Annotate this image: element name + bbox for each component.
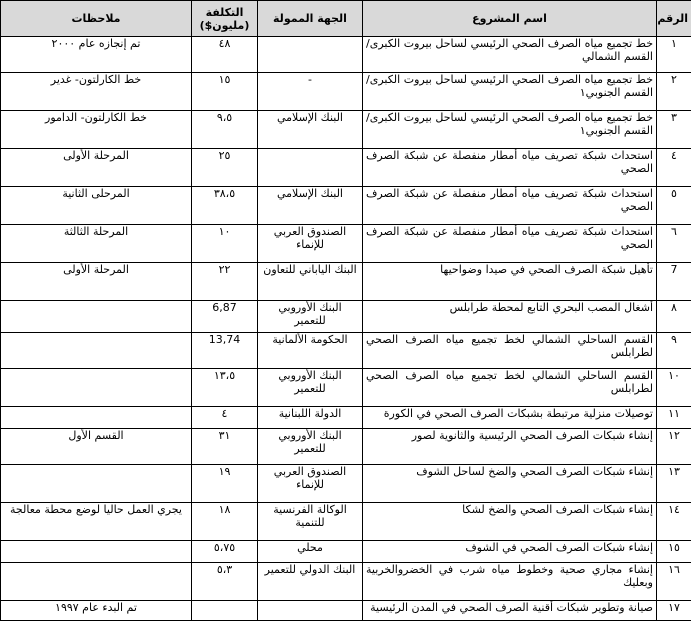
row-number: ٣ bbox=[657, 111, 691, 149]
cost-cell: 6,87 bbox=[192, 301, 258, 333]
cost-cell: ١٣،٥ bbox=[192, 369, 258, 407]
row-number: ٢ bbox=[657, 73, 691, 111]
project-name-cell: استحداث شبكة تصريف مياه أمطار منفصلة عن شبكة الصرف الصحي bbox=[363, 187, 657, 225]
row-number: ١٣ bbox=[657, 465, 691, 503]
notes-cell bbox=[1, 541, 192, 563]
notes-cell: المرحلة الأولى bbox=[1, 149, 192, 187]
notes-cell: خط الكارلتون- الدامور bbox=[1, 111, 192, 149]
notes-cell: يجري العمل حاليا لوضع محطة معالجة bbox=[1, 503, 192, 541]
notes-cell: تم إنجازه عام ٢٠٠٠ bbox=[1, 37, 192, 73]
header-funder: الجهة الممولة bbox=[258, 1, 363, 37]
cost-cell: ٢٥ bbox=[192, 149, 258, 187]
row-number: ١٥ bbox=[657, 541, 691, 563]
project-name-cell: القسم الساحلي الشمالي لخط تجميع مياه الصرف الصحي لطرابلس bbox=[363, 369, 657, 407]
project-name-cell: استحداث شبكة تصريف مياه أمطار منفصلة عن شبكة الصرف الصحي bbox=[363, 149, 657, 187]
project-name-cell: خط تجميع مياه الصرف الصحي الرئيسي لساحل بيروت الكبرى/القسم الجنوبي١ bbox=[363, 73, 657, 111]
cost-cell: ١٩ bbox=[192, 465, 258, 503]
notes-cell bbox=[1, 465, 192, 503]
cost-cell: 13,74 bbox=[192, 333, 258, 369]
table-row bbox=[1, 541, 691, 563]
funder-cell: البنك الدولي للتعمير bbox=[258, 563, 363, 601]
funder-cell: محلي bbox=[258, 541, 363, 563]
project-name-cell: صيانة وتطوير شبكات أقنية الصرف الصحي في المدن الرئيسية bbox=[363, 601, 657, 621]
table-row bbox=[1, 333, 691, 369]
table-row bbox=[1, 429, 691, 465]
notes-cell: المرحلى الثانية bbox=[1, 187, 192, 225]
header-notes: ملاحظات bbox=[1, 1, 192, 37]
funder-cell: الصندوق العربي للإنماء bbox=[258, 465, 363, 503]
header-project-name: اسم المشروع bbox=[363, 1, 657, 37]
cost-cell: ٣٨،٥ bbox=[192, 187, 258, 225]
row-number: ١١ bbox=[657, 407, 691, 429]
notes-cell: القسم الأول bbox=[1, 429, 192, 465]
funder-cell bbox=[258, 37, 363, 73]
funder-cell: البنك الأوروبي للتعمير bbox=[258, 369, 363, 407]
table-row bbox=[1, 601, 691, 621]
table-row bbox=[1, 407, 691, 429]
notes-cell bbox=[1, 301, 192, 333]
row-number: ٨ bbox=[657, 301, 691, 333]
cost-cell: ٩،٥ bbox=[192, 111, 258, 149]
row-number: ١٧ bbox=[657, 601, 691, 621]
table-row bbox=[1, 503, 691, 541]
table-row bbox=[1, 301, 691, 333]
project-name-cell: خط تجميع مياه الصرف الصحي الرئيسي لساحل بيروت الكبرى/القسم الجنوبي١ bbox=[363, 111, 657, 149]
cost-cell: ٤ bbox=[192, 407, 258, 429]
project-name-cell: أشغال المصب البحري التابع لمحطة طرابلس bbox=[363, 301, 657, 333]
project-name-cell: إنشاء شبكات الصرف الصحي في الشوف bbox=[363, 541, 657, 563]
funder-cell: البنك الأوروبي للتعمير bbox=[258, 429, 363, 465]
funder-cell: الصندوق العربي للإنماء bbox=[258, 225, 363, 263]
cost-cell: ٥،٣ bbox=[192, 563, 258, 601]
row-number: ١ bbox=[657, 37, 691, 73]
cost-cell: ٤٨ bbox=[192, 37, 258, 73]
project-name-cell: إنشاء شبكات الصرف الصحي والضخ لشكا bbox=[363, 503, 657, 541]
project-name-cell: إنشاء شبكات الصرف الصحي والضخ لساحل الشوف bbox=[363, 465, 657, 503]
table-row bbox=[1, 465, 691, 503]
header-num: الرقم bbox=[657, 1, 691, 37]
notes-cell: تم البدء عام ١٩٩٧ bbox=[1, 601, 192, 621]
project-name-cell: استحداث شبكة تصريف مياه أمطار منفصلة عن شبكة الصرف الصحي bbox=[363, 225, 657, 263]
row-number: ١٤ bbox=[657, 503, 691, 541]
row-number: ٥ bbox=[657, 187, 691, 225]
header-cost: التكلفة (مليون$) bbox=[192, 1, 258, 37]
table-row bbox=[1, 563, 691, 601]
funder-cell bbox=[258, 601, 363, 621]
funder-cell: البنك الإسلامي bbox=[258, 187, 363, 225]
notes-cell: خط الكارلتون- غدير bbox=[1, 73, 192, 111]
project-name-cell: القسم الساحلي الشمالي لخط تجميع مياه الصرف الصحي لطرابلس bbox=[363, 333, 657, 369]
table-row bbox=[1, 369, 691, 407]
project-name-cell: خط تجميع مياه الصرف الصحي الرئيسي لساحل بيروت الكبرى/ القسم الشمالي bbox=[363, 37, 657, 73]
row-number: 7 bbox=[657, 263, 691, 301]
row-number: ٩ bbox=[657, 333, 691, 369]
row-number: ١٢ bbox=[657, 429, 691, 465]
notes-cell bbox=[1, 369, 192, 407]
notes-cell bbox=[1, 407, 192, 429]
header-row bbox=[1, 1, 691, 37]
funder-cell: - bbox=[258, 73, 363, 111]
notes-cell: المرحلة الثالثة bbox=[1, 225, 192, 263]
cost-cell: ٣١ bbox=[192, 429, 258, 465]
row-number: ٤ bbox=[657, 149, 691, 187]
table-row bbox=[1, 187, 691, 225]
notes-cell bbox=[1, 563, 192, 601]
cost-cell: ١٨ bbox=[192, 503, 258, 541]
funder-cell: البنك الإسلامي bbox=[258, 111, 363, 149]
funder-cell bbox=[258, 149, 363, 187]
row-number: ٦ bbox=[657, 225, 691, 263]
cost-cell: ١٥ bbox=[192, 73, 258, 111]
row-number: ١٦ bbox=[657, 563, 691, 601]
table-row bbox=[1, 37, 691, 73]
table-row bbox=[1, 225, 691, 263]
project-name-cell: تأهيل شبكة الصرف الصحي في صيدا وضواحيها bbox=[363, 263, 657, 301]
table-row bbox=[1, 149, 691, 187]
cost-cell: ١٠ bbox=[192, 225, 258, 263]
project-name-cell: توصيلات منزلية مرتبطة بشبكات الصرف الصحي في الكورة bbox=[363, 407, 657, 429]
table-body bbox=[1, 37, 691, 621]
project-name-cell: إنشاء شبكات الصرف الصحي الرئيسية والثانوية لصور bbox=[363, 429, 657, 465]
funder-cell: الدولة اللبنانية bbox=[258, 407, 363, 429]
notes-cell bbox=[1, 333, 192, 369]
notes-cell: المرحلة الأولى bbox=[1, 263, 192, 301]
cost-cell: ٢٢ bbox=[192, 263, 258, 301]
table-row bbox=[1, 73, 691, 111]
funder-cell: الحكومة الألمانية bbox=[258, 333, 363, 369]
cost-cell: ٥،٧٥ bbox=[192, 541, 258, 563]
row-number: ١٠ bbox=[657, 369, 691, 407]
funder-cell: الوكالة الفرنسية للتنمية bbox=[258, 503, 363, 541]
funder-cell: البنك الياباني للتعاون bbox=[258, 263, 363, 301]
funder-cell: البنك الأوروبي للتعمير bbox=[258, 301, 363, 333]
table-row bbox=[1, 263, 691, 301]
cost-cell bbox=[192, 601, 258, 621]
table-row bbox=[1, 111, 691, 149]
project-name-cell: إنشاء مجاري صحية وخطوط مياه شرب في الخضروالخربية وبعليك bbox=[363, 563, 657, 601]
